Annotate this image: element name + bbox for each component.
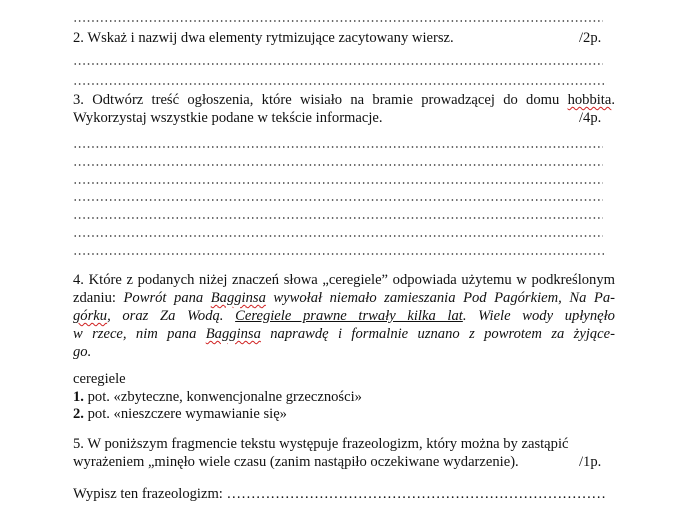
answer-line-q2-2 — [73, 83, 607, 85]
answer-line-q3-5 — [73, 217, 603, 219]
answer-field[interactable]: …………………………………………………………………… — [226, 486, 606, 502]
answer-prompt: Wypisz ten frazeologizm: — [73, 486, 227, 502]
definition-item-1: 1. pot. «zbyteczne, konwencjonalne grzeczności» — [73, 389, 362, 405]
answer-line-q3-3 — [73, 182, 603, 184]
question-2-points: /2p. — [579, 30, 602, 46]
spellcheck-word: hobbita — [567, 92, 612, 108]
answer-line-q3-6 — [73, 235, 603, 237]
underlined-sentence: Ceregiele prawne trwały kilka lat — [235, 308, 463, 324]
definition-headword: ceregiele — [73, 371, 126, 387]
answer-line-q3-7 — [73, 253, 607, 255]
answer-line-q3-2 — [73, 164, 603, 166]
question-3-line-2: Wykorzystaj wszystkie podane w tekście informacje. — [73, 110, 383, 126]
question-4-line-5: go. — [73, 344, 92, 360]
definition-item-2: 2. pot. «nieszczere wymawianie się» — [73, 406, 287, 422]
question-4-line-1: 4. Które z podanych niżej znaczeń słowa „ceregiele” odpowiada użytemu w podkreślonym — [73, 272, 615, 288]
question-4-line-2: zdaniu: Powrót pana Bagginsa wywołał niemało zamieszania Pod Pagórkiem, Na Pa- — [73, 290, 615, 306]
question-5-answer — [73, 485, 606, 503]
question-5-line-1: 5. W poniższym fragmencie tekstu występuje frazeologizm, który można by zastąpić — [73, 436, 569, 452]
question-4-line-4: w rzece, nim pana Bagginsa naprawdę i formalnie uznano z powrotem za żyjące- — [73, 326, 615, 342]
spellcheck-word: Bagginsa — [205, 326, 261, 342]
answer-line-q2-1 — [73, 63, 603, 65]
question-2-text: 2. Wskaż i nazwij dwa elementy rytmizujące zacytowany wiersz. — [73, 30, 454, 46]
question-3-points: /4p. — [579, 110, 602, 126]
answer-line-q3-4 — [73, 199, 603, 201]
question-4-line-3: górku, oraz Za Wodą. Ceregiele prawne trwały kilka lat. Wiele wody upłynęło — [73, 308, 615, 324]
question-5-points: /1p. — [579, 454, 602, 470]
answer-line-q3-1 — [73, 146, 603, 148]
spellcheck-word: Bagginsa — [210, 290, 266, 306]
question-5-line-2: wyrażeniem „minęło wiele czasu (zanim nastąpiło oczekiwane wydarzenie). — [73, 454, 519, 470]
question-3-line-1: 3. Odtwórz treść ogłoszenia, które wisiało na bramie prowadzącej do domu hobbita. — [73, 92, 615, 108]
spellcheck-word: górku — [73, 308, 108, 324]
answer-line-q1 — [73, 20, 603, 22]
